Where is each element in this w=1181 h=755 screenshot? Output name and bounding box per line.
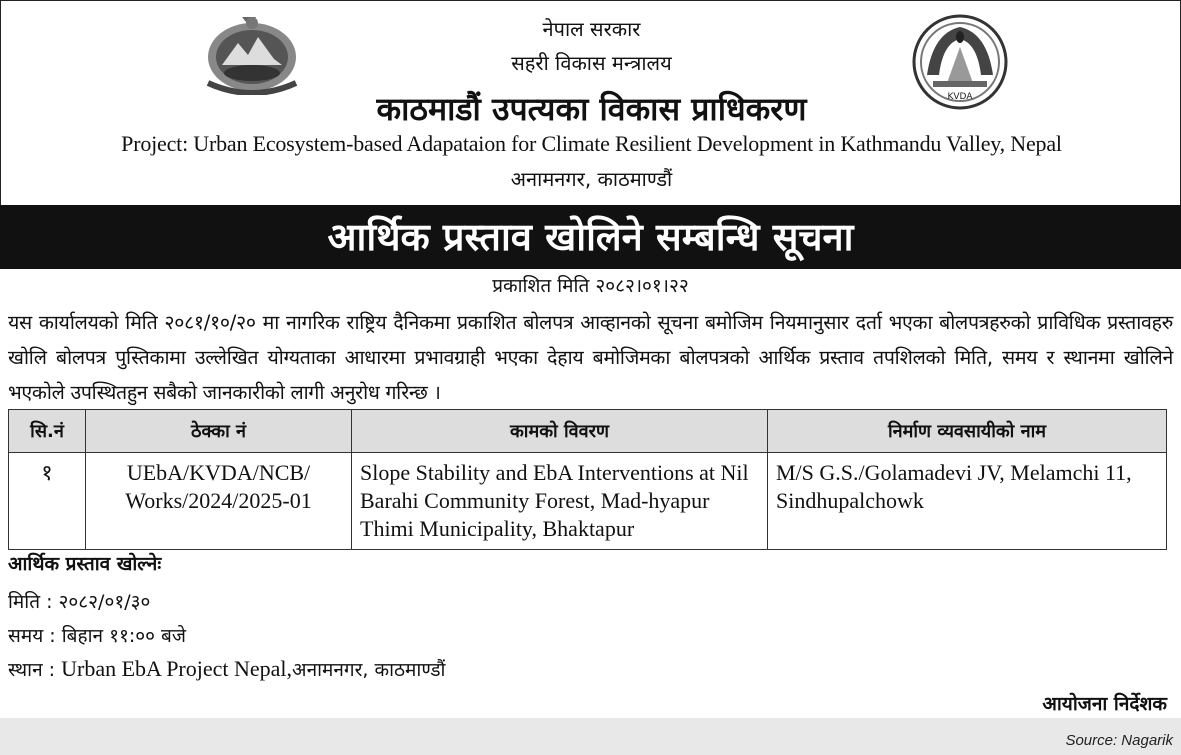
- place-label: स्थान :: [8, 659, 56, 681]
- authority-name: काठमाडौं उपत्यका विकास प्राधिकरण: [376, 90, 807, 128]
- date-label: मिति :: [8, 591, 53, 613]
- header-contract-no: ठेक्का नं: [86, 410, 352, 453]
- notice-title: आर्थिक प्रस्ताव खोलिने सम्बन्धि सूचना: [0, 205, 1181, 269]
- header-work-description: कामको विवरण: [352, 410, 768, 453]
- project-title: Project: Urban Ecosystem-based Adapataion for Climate Resilient Development in Kathmandu Valley, Nepal: [121, 131, 1062, 156]
- cell-contractor-name: M/S G.S./Golamadevi JV, Melamchi 11, Sindhupalchowk: [768, 453, 1167, 550]
- opening-place-row: [8, 656, 445, 682]
- cell-contract-no: UEbA/KVDA/NCB/ Works/2024/2025-01: [86, 453, 352, 550]
- government-name: नेपाल सरकार: [542, 17, 641, 41]
- signer-title: आयोजना निर्देशक: [1042, 693, 1167, 715]
- header-serial-no: सि.नं: [9, 410, 86, 453]
- table-row: [9, 453, 1167, 550]
- place-value-english: Urban EbA Project Nepal,: [61, 656, 293, 681]
- notice-header: [0, 0, 1181, 205]
- opening-time-row: [8, 622, 186, 648]
- published-date: प्रकाशित मिति २०८२।०१।२२: [492, 275, 689, 297]
- notice-body: यस कार्यालयको मिति २०८१/१०/२० मा नागरिक राष्ट्रिय दैनिकमा प्रकाशित बोलपत्र आव्हानको सूचना बमोजिम नियमानुसार दर्ता भएका बोलपत्रहरुको प्राविधिक प्रस्तावहरु खोलि बोलपत्र पुस्तिकामा उल्लेखित योग्यताका आधारमा प्रभावग्राही भएका देहाय बमोजिमका बोलपत्रको आर्थिक प्रस्ताव तपशिलको मिति, समय र स्थानमा खोलिने भएकोले उपस्थितहुन सबैको जानकारीको लागी अनुरोध गरिन्छ ।: [8, 311, 1173, 404]
- time-value: बिहान ११:०० बजे: [61, 625, 186, 647]
- kvda-logo-text: KVDA: [947, 92, 973, 102]
- office-address: अनामनगर, काठमाण्डौं: [510, 167, 673, 191]
- bid-table: [8, 409, 1167, 550]
- date-value: २०८२/०१/३०: [58, 591, 151, 613]
- source-credit: Source: Nagarik: [1065, 732, 1173, 749]
- time-label: समय :: [8, 625, 56, 647]
- table-header-row: [9, 410, 1167, 453]
- source-bar: [0, 718, 1181, 755]
- place-value-nepali: अनामनगर, काठमाण्डौं: [292, 659, 446, 681]
- header-contractor-name: निर्माण व्यवसायीको नाम: [768, 410, 1167, 453]
- opening-date-row: [8, 588, 150, 614]
- kvda-logo-icon: [911, 13, 1009, 111]
- cell-work-description: Slope Stability and EbA Interventions at Nil Barahi Community Forest, Mad-hyapur Thimi Municipality, Bhaktapur: [352, 453, 768, 550]
- opening-title: आर्थिक प्रस्ताव खोल्नेः: [8, 553, 162, 575]
- cell-serial-no: १: [9, 453, 86, 550]
- ministry-name: सहरी विकास मन्त्रालय: [511, 51, 672, 75]
